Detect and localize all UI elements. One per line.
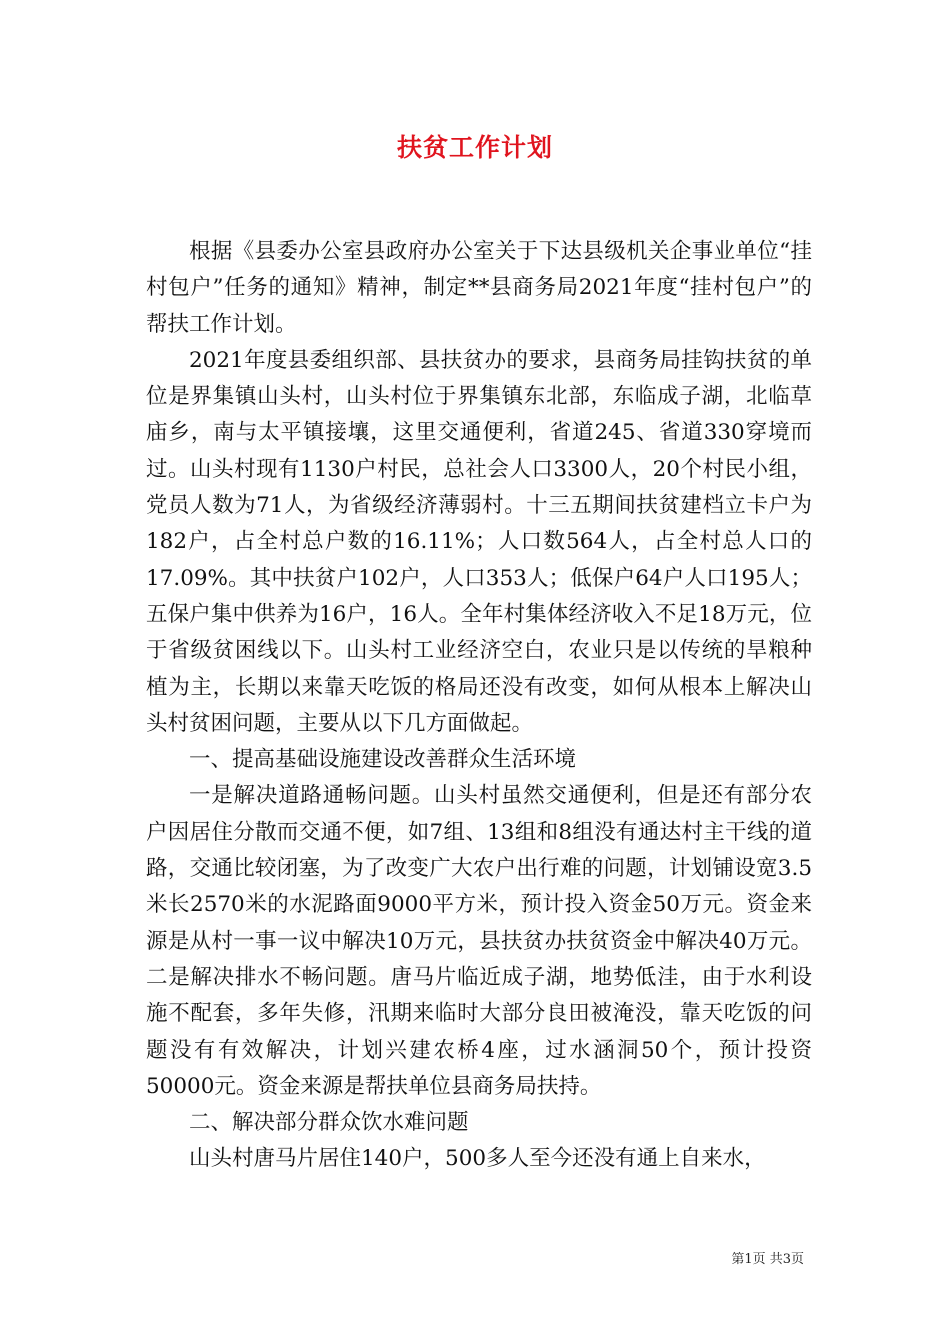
section-heading-drinking-water: 二、解决部分群众饮水难问题: [189, 1110, 469, 1136]
section-heading-infrastructure: 一、提高基础设施建设改善群众生活环境: [189, 747, 577, 773]
paragraph-roads-drainage: 一是解决道路通畅问题。山头村虽然交通便利，但是还有部分农户因居住分散而交通不便，如7组、13组和8组没有通达村主干线的道路，交通比较闭塞，为了改变广大农户出行难的问题，计划铺设宽3.5米长2570米的水泥路面9000平方米，预计投入资金50万元。资金来源是从村一事一议中解决10万元，县扶贫办扶贫资金中解决40万元。二是解决排水不畅问题。唐马片临近成子湖，地势低洼，由于水利设施不配套，多年失修，汛期来临时大部分良田被淹没，靠天吃饭的问题没有有效解决，计划兴建农桥4座，过水涵洞50个，预计投资50000元。资金来源是帮扶单位县商务局扶持。: [146, 783, 812, 1099]
document-title: 扶贫工作计划: [396, 133, 553, 162]
paragraph-background: 2021年度县委组织部、县扶贫办的要求，县商务局挂钩扶贫的单位是界集镇山头村，山头村位于界集镇东北部，东临成子湖，北临草庙乡，南与太平镇接壤，这里交通便利，省道245、省道330穿境而过。山头村现有1130户村民，总社会人口3300人，20个村民小组，党员人数为71人，为省级经济薄弱村。十三五期间扶贫建档立卡户为182户，占全村总户数的16.11%；人口数564人，占全村总人口的17.09%。其中扶贫户102户，人口353人；低保户64户人口195人；五保户集中供养为16户，16人。全年村集体经济收入不足18万元，位于省级贫困线以下。山头村工业经济空白，农业只是以传统的旱粮种植为主，长期以来靠天吃饭的格局还没有改变，如何从根本上解决山头村贫困问题，主要从以下几方面做起。: [146, 347, 812, 736]
paragraph-intro: 根据《县委办公室县政府办公室关于下达县级机关企事业单位“挂村包户”任务的通知》精神，制定**县商务局2021年度“挂村包户”的帮扶工作计划。: [146, 239, 812, 337]
document-body: [146, 234, 812, 1178]
page-number: 第1页 共3页: [731, 1252, 804, 1267]
paragraph-drinking-water: 山头村唐马片居住140户，500多人至今还没有通上自来水，: [189, 1146, 766, 1172]
